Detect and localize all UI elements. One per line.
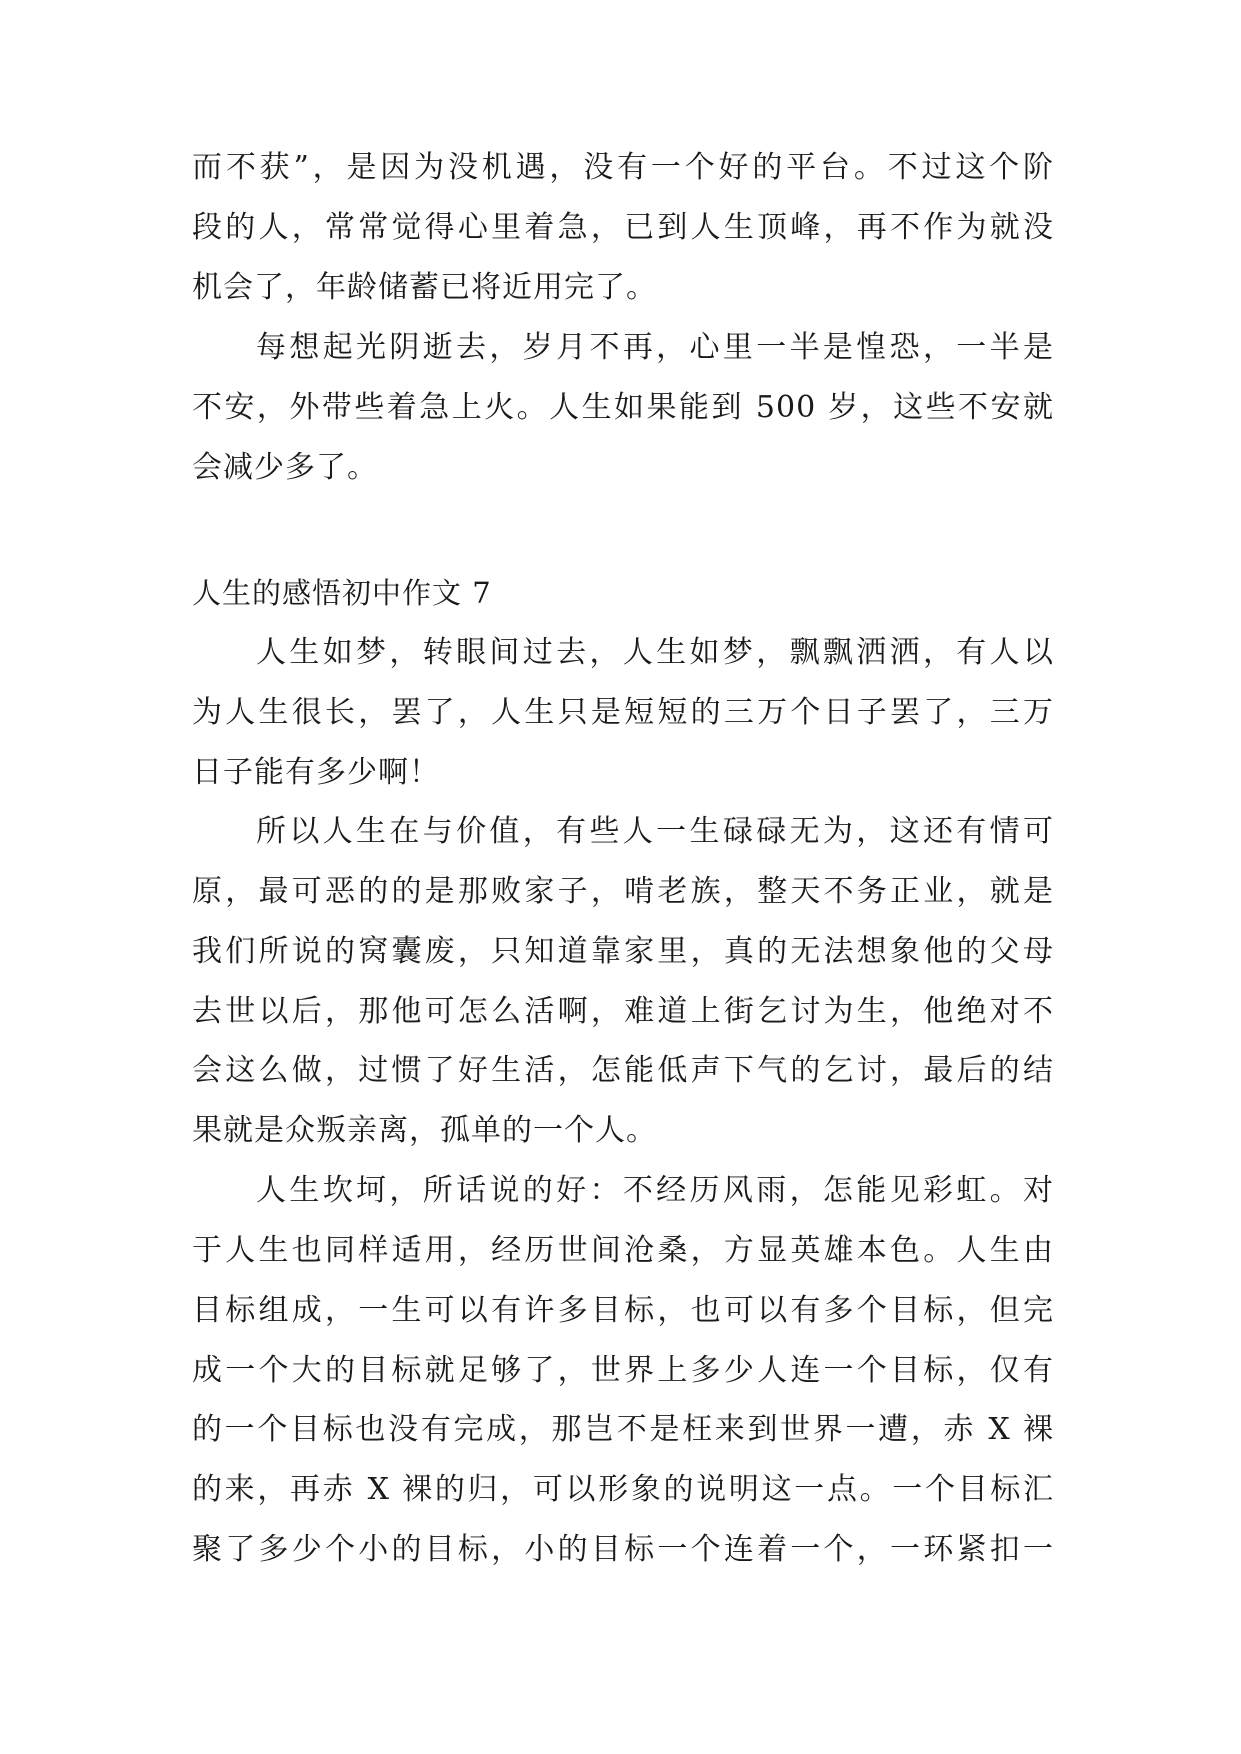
paragraph-line: 所以人生在与价值，有些人一生碌碌无为，这还有情可	[256, 814, 1054, 849]
paragraph-line: 于人生也同样适用，经历世间沧桑，方显英雄本色。人生由	[192, 1233, 1054, 1268]
paragraph-line: 机会了，年龄储蓄已将近用完了。	[192, 270, 657, 305]
paragraph-line: 日子能有多少啊！	[192, 755, 440, 790]
paragraph-line: 段的人，常常觉得心里着急，已到人生顶峰，再不作为就没	[192, 210, 1054, 245]
paragraph-line: 目标组成，一生可以有许多目标，也可以有多个目标，但完	[192, 1293, 1054, 1328]
document-page	[192, 0, 1054, 1754]
paragraph-line: 会减少多了。	[192, 450, 378, 485]
paragraph-line: 去世以后，那他可怎么活啊，难道上街乞讨为生，他绝对不	[192, 994, 1054, 1029]
paragraph-line: 果就是众叛亲离，孤单的一个人。	[192, 1113, 657, 1148]
paragraph-line: 聚了多少个小的目标，小的目标一个连着一个，一环紧扣一	[192, 1532, 1054, 1567]
paragraph-line: 成一个大的目标就足够了，世界上多少人连一个目标，仅有	[192, 1353, 1054, 1388]
paragraph-line: 我们所说的窝囊废，只知道靠家里，真的无法想象他的父母	[192, 934, 1054, 969]
paragraph-line: 人生如梦，转眼间过去，人生如梦，飘飘洒洒，有人以	[256, 635, 1054, 670]
paragraph-line: 原，最可恶的的是那败家子，啃老族，整天不务正业，就是	[192, 874, 1054, 909]
paragraph-line: 为人生很长，罢了，人生只是短短的三万个日子罢了，三万	[192, 695, 1054, 730]
paragraph-line: 会这么做，过惯了好生活，怎能低声下气的乞讨，最后的结	[192, 1053, 1054, 1088]
paragraph-line: 每想起光阴逝去，岁月不再，心里一半是惶恐，一半是	[256, 330, 1054, 365]
paragraph-line: 而不获”，是因为没机遇，没有一个好的平台。不过这个阶	[192, 150, 1054, 185]
paragraph-line: 不安，外带些着急上火。人生如果能到 500 岁，这些不安就	[192, 390, 1054, 425]
section-heading: 人生的感悟初中作文 7	[192, 576, 492, 610]
paragraph-line: 的一个目标也没有完成，那岂不是枉来到世界一遭，赤 X 裸	[192, 1412, 1054, 1447]
paragraph-line: 人生坎坷，所话说的好：不经历风雨，怎能见彩虹。对	[256, 1173, 1054, 1208]
paragraph-line: 的来，再赤 X 裸的归，可以形象的说明这一点。一个目标汇	[192, 1472, 1054, 1507]
